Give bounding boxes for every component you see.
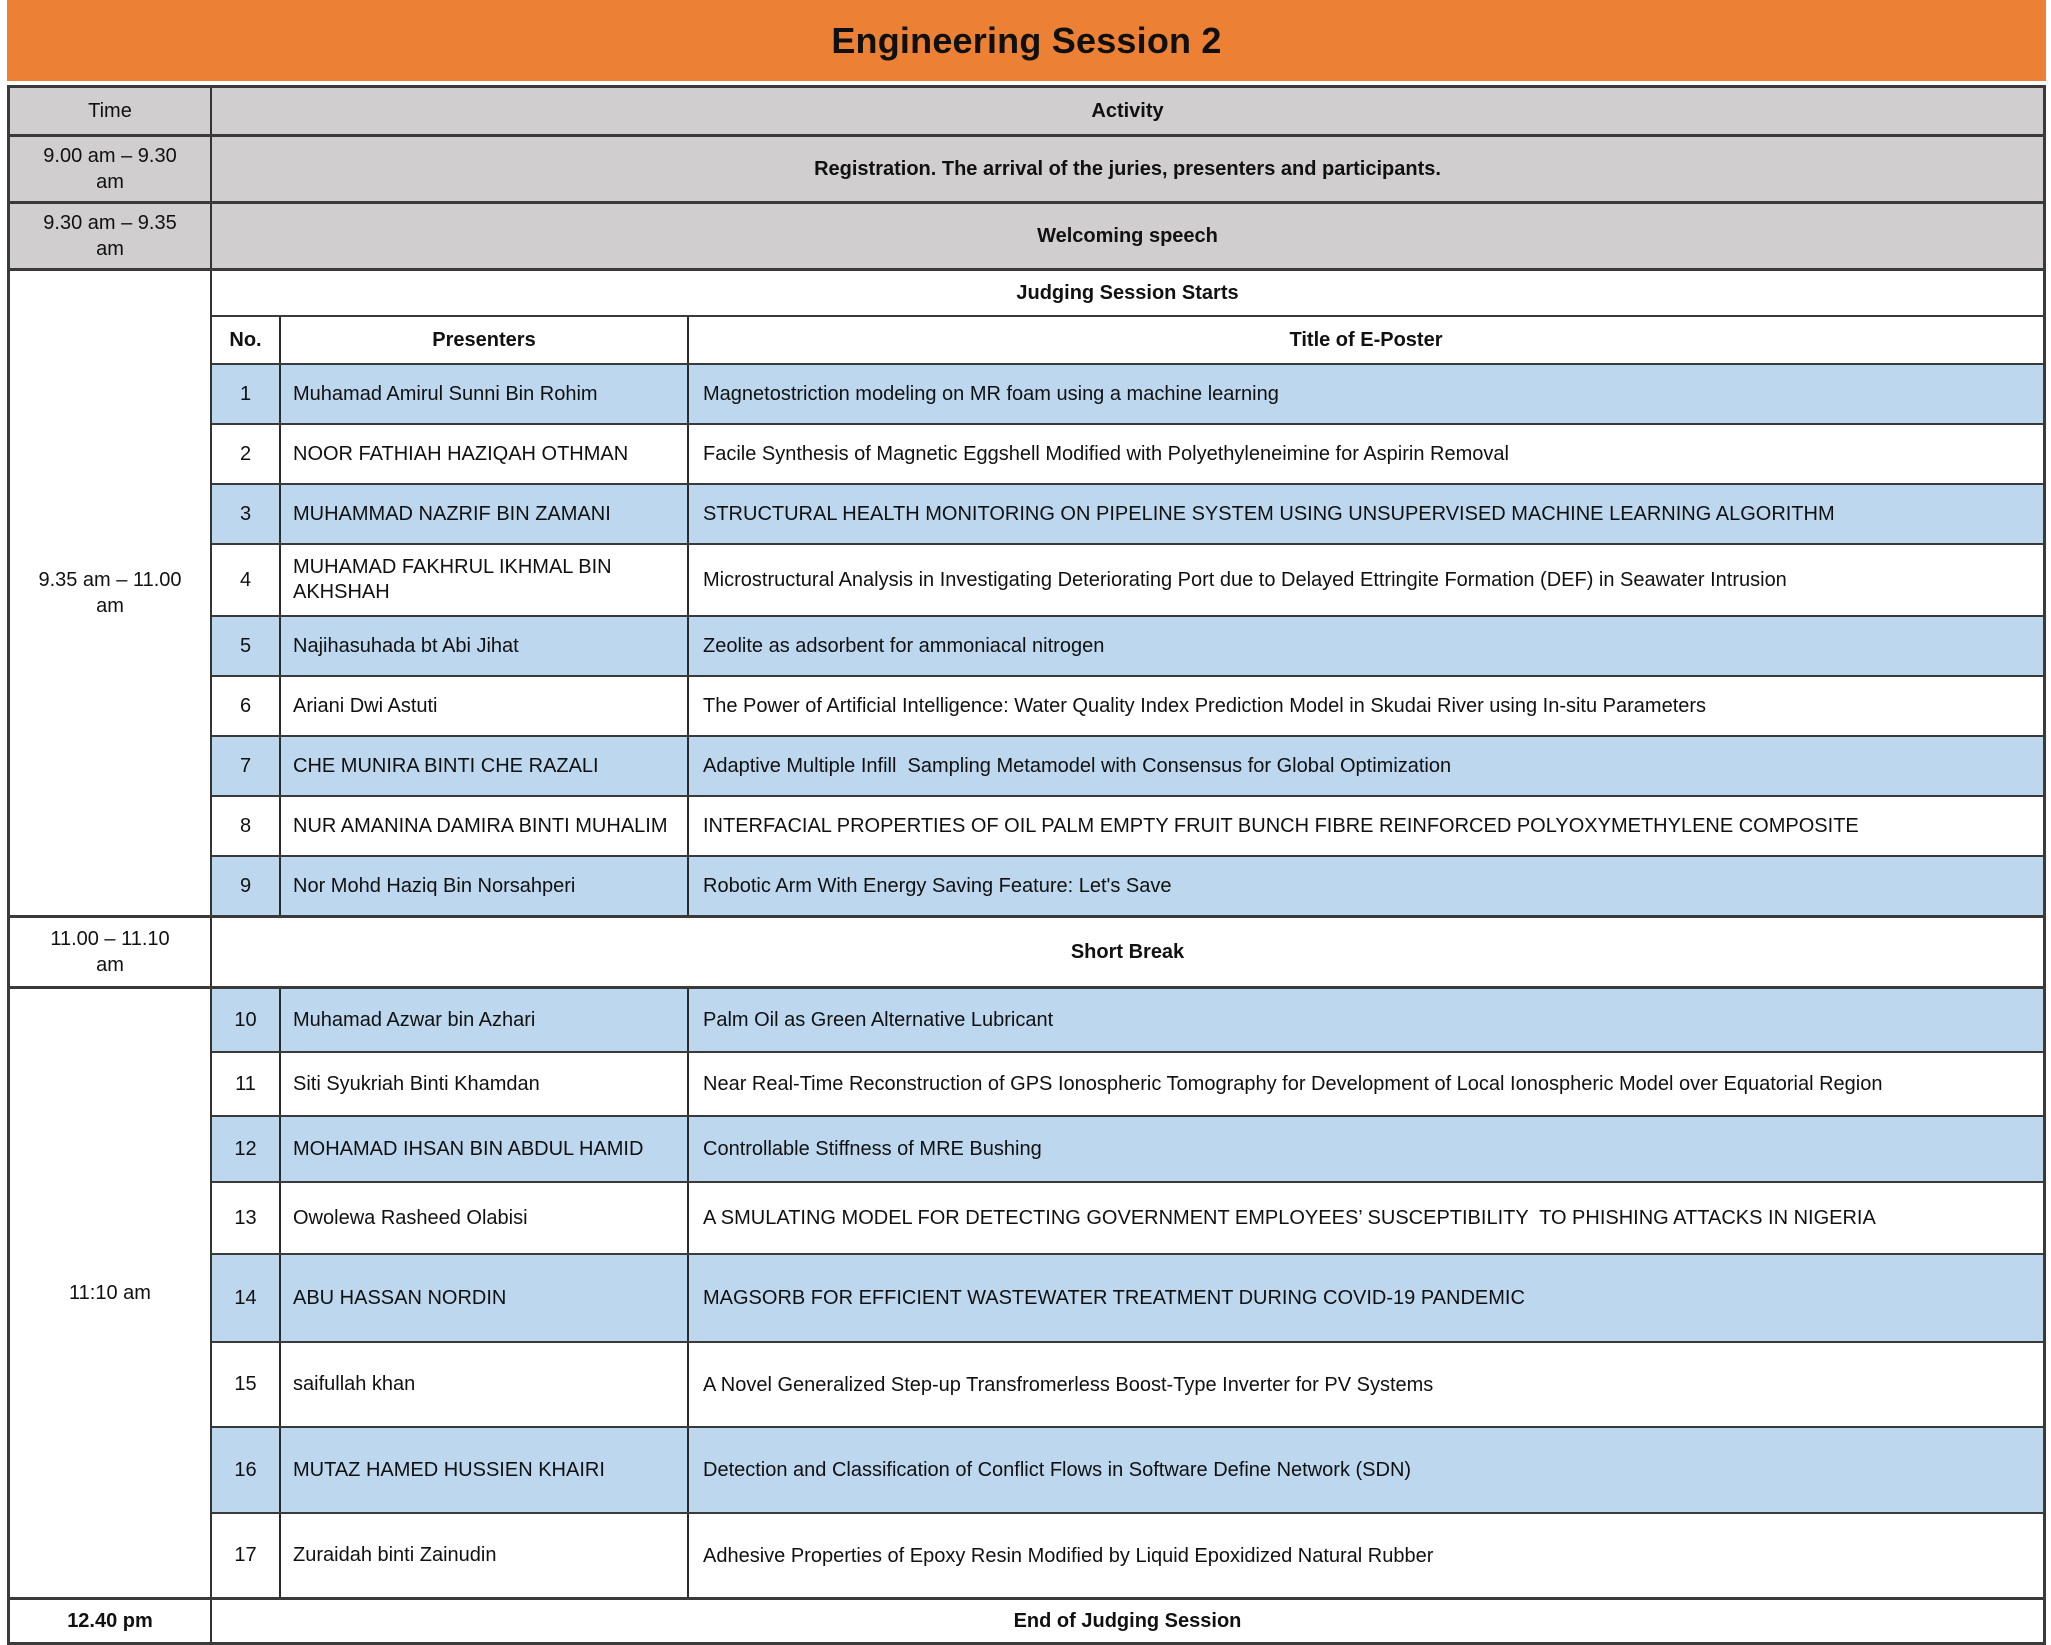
judging-session-2 bbox=[10, 986, 2043, 1597]
row-number-cell: 6 bbox=[212, 677, 281, 735]
presenter-cell: NOOR FATHIAH HAZIQAH OTHMAN bbox=[281, 425, 689, 483]
presenter-cell: Najihasuhada bt Abi Jihat bbox=[281, 617, 689, 675]
session-title-bar bbox=[7, 0, 2046, 81]
activity-cell: Welcoming speech bbox=[1037, 224, 1218, 247]
table-row bbox=[212, 795, 2043, 855]
table-row bbox=[212, 855, 2043, 915]
table-row bbox=[212, 363, 2043, 423]
row-number-cell: 2 bbox=[212, 425, 281, 483]
table-row bbox=[212, 735, 2043, 795]
eposter-title-cell: STRUCTURAL HEALTH MONITORING ON PIPELINE SYSTEM USING UNSUPERVISED MACHINE LEARNING ALGORITHM bbox=[703, 503, 1835, 525]
row-number-cell: 16 bbox=[212, 1428, 281, 1512]
title-column-header: Title of E-Poster bbox=[1289, 329, 1443, 351]
eposter-title-cell: The Power of Artificial Intelligence: Water Quality Index Prediction Model in Skudai River using In-situ Parameters bbox=[703, 695, 1707, 717]
presenter-cell: Muhamad Azwar bin Azhari bbox=[281, 989, 689, 1051]
presenter-cell: Muhamad Amirul Sunni Bin Rohim bbox=[281, 365, 689, 423]
row-number-cell: 3 bbox=[212, 485, 281, 543]
presenter-cell: NUR AMANINA DAMIRA BINTI MUHALIM bbox=[281, 797, 689, 855]
judging-subtable-1 bbox=[212, 271, 2043, 915]
page-title: Engineering Session 2 bbox=[831, 19, 1222, 61]
table-row bbox=[212, 1051, 2043, 1115]
table-row bbox=[212, 543, 2043, 615]
table-row bbox=[10, 134, 2043, 201]
time-cell: 11.00 – 11.10 am bbox=[10, 918, 212, 986]
presenter-cell: Siti Syukriah Binti Khamdan bbox=[281, 1053, 689, 1115]
row-number-cell: 4 bbox=[212, 545, 281, 615]
time-cell: 11:10 am bbox=[10, 989, 212, 1597]
presenter-cell: MUHAMMAD NAZRIF BIN ZAMANI bbox=[281, 485, 689, 543]
presenter-cell: CHE MUNIRA BINTI CHE RAZALI bbox=[281, 737, 689, 795]
row-number-cell: 11 bbox=[212, 1053, 281, 1115]
schedule-table bbox=[7, 85, 2046, 1645]
presenter-cell: Nor Mohd Haziq Bin Norsahperi bbox=[281, 857, 689, 915]
table-row bbox=[212, 1115, 2043, 1181]
table-row bbox=[212, 1253, 2043, 1341]
activity-column-header: Activity bbox=[1091, 99, 1164, 122]
eposter-title-cell: Microstructural Analysis in Investigating Deteriorating Port due to Delayed Ettringite Formation (DEF) in Seawater Intrusion bbox=[703, 569, 1787, 591]
activity-cell: Registration. The arrival of the juries, presenters and participants. bbox=[814, 157, 1441, 180]
row-number-cell: 17 bbox=[212, 1514, 281, 1597]
presenter-cell: saifullah khan bbox=[281, 1343, 689, 1426]
subtable-header-row bbox=[212, 315, 2043, 363]
judging-session-heading: Judging Session Starts bbox=[1016, 281, 1239, 304]
table-header-row bbox=[10, 88, 2043, 134]
row-number-cell: 10 bbox=[212, 989, 281, 1051]
eposter-title-cell: Near Real-Time Reconstruction of GPS Ionospheric Tomography for Development of Local Ionospheric Model over Equatorial Region bbox=[703, 1073, 1883, 1095]
eposter-title-cell: Detection and Classification of Conflict Flows in Software Define Network (SDN) bbox=[703, 1459, 1412, 1481]
table-row bbox=[212, 483, 2043, 543]
judging-subtable-2 bbox=[212, 989, 2043, 1597]
eposter-title-cell: Robotic Arm With Energy Saving Feature: Let's Save bbox=[703, 875, 1172, 897]
table-row bbox=[212, 1426, 2043, 1512]
row-number-cell: 15 bbox=[212, 1343, 281, 1426]
row-number-cell: 9 bbox=[212, 857, 281, 915]
time-cell: 9.35 am – 11.00 am bbox=[10, 271, 212, 915]
presenter-cell: ABU HASSAN NORDIN bbox=[281, 1255, 689, 1341]
judging-session-1 bbox=[10, 268, 2043, 915]
eposter-title-cell: Adhesive Properties of Epoxy Resin Modified by Liquid Epoxidized Natural Rubber bbox=[703, 1544, 1434, 1567]
presenter-cell: MUHAMAD FAKHRUL IKHMAL BIN AKHSHAH bbox=[281, 545, 689, 615]
end-of-session-row bbox=[10, 1597, 2043, 1642]
activity-cell: Short Break bbox=[1070, 940, 1185, 963]
activity-cell: End of Judging Session bbox=[1013, 1609, 1242, 1632]
presenter-cell: MOHAMAD IHSAN BIN ABDUL HAMID bbox=[281, 1117, 689, 1181]
eposter-title-cell: Zeolite as adsorbent for ammoniacal nitrogen bbox=[703, 635, 1105, 657]
presenter-cell: Owolewa Rasheed Olabisi bbox=[281, 1183, 689, 1253]
presenter-cell: MUTAZ HAMED HUSSIEN KHAIRI bbox=[281, 1428, 689, 1512]
presenter-cell: Ariani Dwi Astuti bbox=[281, 677, 689, 735]
row-number-cell: 1 bbox=[212, 365, 281, 423]
eposter-title-cell: Facile Synthesis of Magnetic Eggshell Modified with Polyethyleneimine for Aspirin Removal bbox=[703, 443, 1509, 465]
table-row bbox=[10, 201, 2043, 268]
row-number-cell: 7 bbox=[212, 737, 281, 795]
table-row bbox=[212, 989, 2043, 1051]
presenter-cell: Zuraidah binti Zainudin bbox=[281, 1514, 689, 1597]
short-break-row bbox=[10, 915, 2043, 986]
eposter-title-cell: Adaptive Multiple Infill Sampling Metamodel with Consensus for Global Optimization bbox=[703, 755, 1452, 777]
table-row bbox=[212, 423, 2043, 483]
presenters-column-header: Presenters bbox=[281, 317, 689, 363]
eposter-title-cell: MAGSORB FOR EFFICIENT WASTEWATER TREATMENT DURING COVID-19 PANDEMIC bbox=[703, 1287, 1525, 1309]
row-number-cell: 8 bbox=[212, 797, 281, 855]
table-row bbox=[212, 1181, 2043, 1253]
table-row bbox=[212, 675, 2043, 735]
row-number-cell: 12 bbox=[212, 1117, 281, 1181]
time-cell: 9.00 am – 9.30 am bbox=[10, 137, 212, 201]
time-cell: 9.30 am – 9.35 am bbox=[10, 204, 212, 268]
eposter-title-cell: INTERFACIAL PROPERTIES OF OIL PALM EMPTY FRUIT BUNCH FIBRE REINFORCED POLYOXYMETHYLENE COMPOSITE bbox=[703, 815, 1859, 837]
row-number-cell: 5 bbox=[212, 617, 281, 675]
eposter-title-cell: A SMULATING MODEL FOR DETECTING GOVERNMENT EMPLOYEES’ SUSCEPTIBILITY TO PHISHING ATTACKS IN NIGERIA bbox=[703, 1207, 1876, 1229]
eposter-title-cell: Controllable Stiffness of MRE Bushing bbox=[703, 1138, 1042, 1160]
row-number-cell: 14 bbox=[212, 1255, 281, 1341]
time-column-header: Time bbox=[10, 88, 212, 134]
eposter-title-cell: Palm Oil as Green Alternative Lubricant bbox=[703, 1009, 1054, 1031]
time-cell: 12.40 pm bbox=[10, 1600, 212, 1642]
table-row bbox=[212, 615, 2043, 675]
row-number-cell: 13 bbox=[212, 1183, 281, 1253]
no-column-header: No. bbox=[212, 317, 281, 363]
eposter-title-cell: Magnetostriction modeling on MR foam using a machine learning bbox=[703, 383, 1279, 405]
eposter-title-cell: A Novel Generalized Step-up Transfromerless Boost-Type Inverter for PV Systems bbox=[703, 1373, 1434, 1396]
table-row bbox=[212, 1341, 2043, 1426]
table-row bbox=[212, 1512, 2043, 1597]
